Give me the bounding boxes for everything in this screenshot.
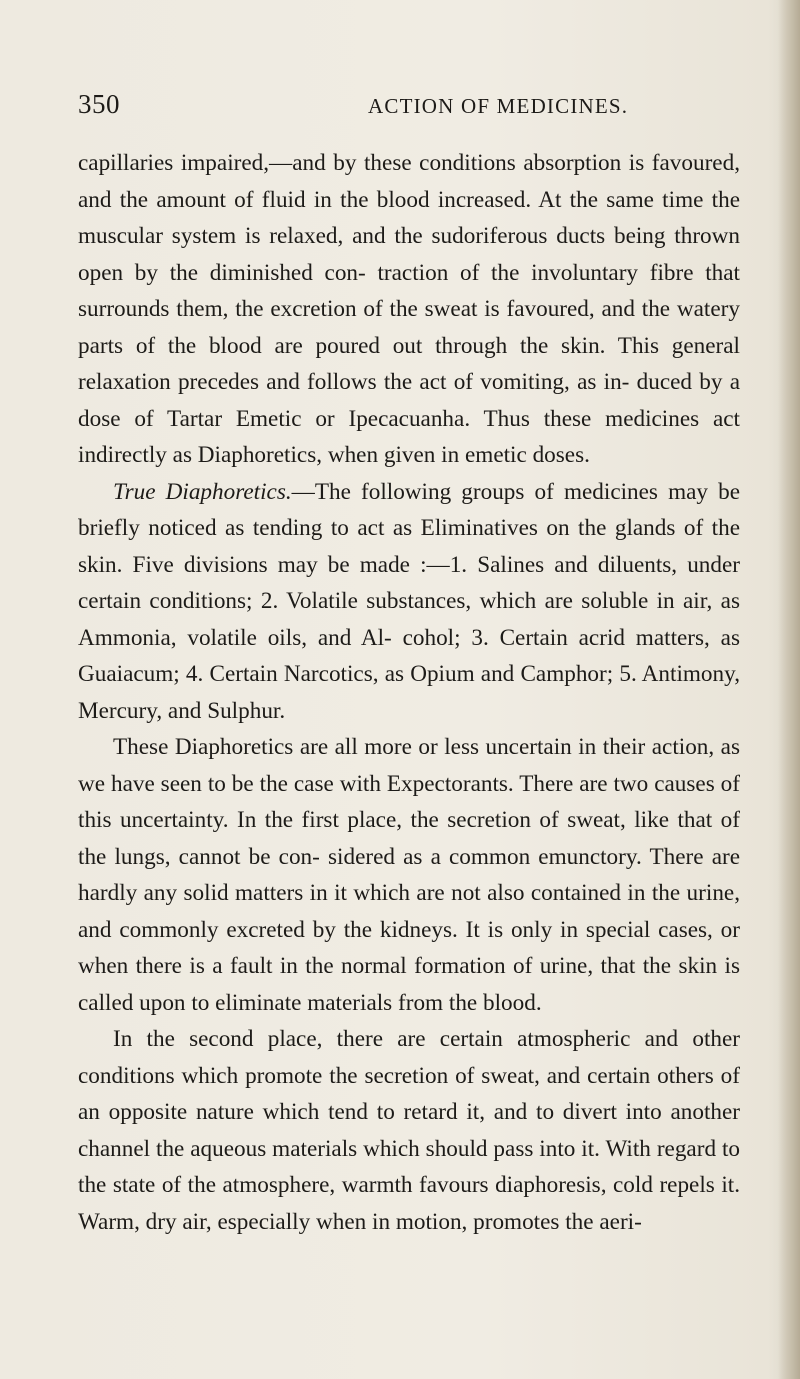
- page-number: 350: [78, 89, 120, 119]
- paragraph-3-text: These Diaphoretics are all more or less uncertain in their action, as we have seen to be the case with Expectorants. There are two causes of this uncertainty. In the first place, the secretion of sweat, like that of the lungs, cannot be con- sidered as a common emunctory. There are hardly any solid matters in it which are not also contained in the urine, and commonly excreted by the kidneys. It is only in special cases, or when there is a fault in the normal formation of urine, that the skin is called upon to eliminate materials from the blood.: [78, 734, 740, 1016]
- paragraph-4: [78, 1021, 740, 1240]
- paragraph-3: [78, 729, 740, 1021]
- running-head: ACTION OF MEDICINES.: [368, 94, 629, 118]
- paragraph-1-text: capillaries impaired,—and by these conditions absorption is favoured, and the amount of fluid in the blood increased. At the same time the muscular system is relaxed, and the sudoriferous ducts being thrown open by the diminished con- traction of the involuntary fibre that surrounds them, the excretion of the sweat is favoured, and the watery parts of the blood are poured out through the skin. This general relaxation precedes and follows the act of vomiting, as in- duced by a dose of Tartar Emetic or Ipecacuanha. Thus these medicines act indirectly as Diaphoretics, when given in emetic doses.: [78, 150, 740, 468]
- page-header: [78, 84, 738, 124]
- paragraph-1: [78, 145, 740, 474]
- paragraph-2: [78, 474, 740, 730]
- paragraph-4-text: In the second place, there are certain atmospheric and other conditions which promote the secretion of sweat, and certain others of an opposite nature which tend to retard it, and to divert into another channel the aqueous materials which should pass into it. With regard to the state of the atmosphere, warmth favours diaphoresis, cold repels it. Warm, dry air, especially when in motion, promotes the aeri-: [78, 1026, 740, 1235]
- section-heading-true-diaphoretics: True Diaphoretics.: [113, 478, 292, 505]
- body-text: [78, 145, 740, 1240]
- page-edge-shadow: [778, 0, 800, 1379]
- paragraph-2-text: —The following groups of medicines may be briefly noticed as tending to act as Eliminatives on the glands of the skin. Five divisions may be made :—1. Salines and diluents, under certain conditions; 2. Volatile substances, which are soluble in air, as Ammonia, volatile oils, and Al- cohol; 3. Certain acrid matters, as Guaiacum; 4. Certain Narcotics, as Opium and Camphor; 5. Antimony, Mercury, and Sulphur.: [78, 478, 740, 724]
